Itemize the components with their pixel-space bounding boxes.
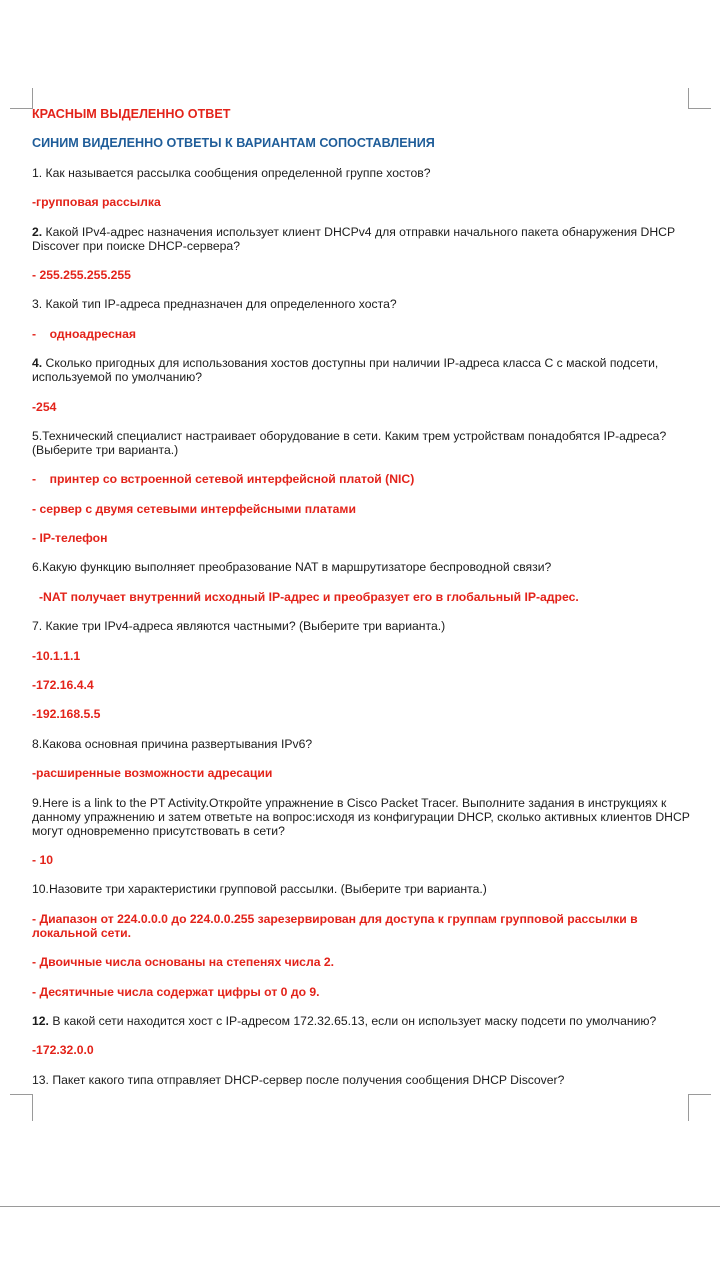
answer-text: -10.1.1.1: [32, 648, 81, 663]
question-line: [32, 429, 692, 457]
answer-text: -NAT получает внутренний исходный IP-адрес и преобразует его в глобальный IP-адрес.: [39, 589, 579, 604]
answer-line: [32, 912, 692, 940]
answer-text: - Десятичные числа содержат цифры от 0 до 9.: [32, 984, 320, 999]
crop-mark-top-right: [688, 88, 711, 109]
question-text: Сколько пригодных для использования хостов доступны при наличии IP-адреса класса С с маской подсети, используемой по умолчанию?: [32, 356, 662, 385]
legend-blue-note: СИНИМ ВИДЕЛЕННО ОТВЕТЫ К ВАРИАНТАМ СОПОСТАВЛЕНИЯ: [32, 136, 435, 151]
answer-line: [32, 268, 692, 282]
question-text: 10.Назовите три характеристики групповой рассылки. (Выберите три варианта.): [32, 882, 487, 897]
answer-line: [32, 649, 692, 663]
answer-text: - 10: [32, 852, 54, 867]
answer-line: [32, 1043, 692, 1057]
answer-text: - IP-телефон: [32, 531, 108, 546]
answer-text: - принтер со встроенной сетевой интерфейсной платой (NIC): [32, 472, 415, 487]
question-number: 4.: [32, 356, 43, 371]
answer-line: [32, 985, 692, 999]
crop-mark-bottom-left: [10, 1094, 33, 1121]
question-text: 6.Какую функцию выполняет преобразование NAT в маршрутизаторе беспроводной связи?: [32, 560, 552, 575]
question-text: 1. Как называется рассылка сообщения определенной группе хостов?: [32, 165, 431, 180]
answer-text: - одноадресная: [32, 326, 137, 341]
answer-text: -172.16.4.4: [32, 678, 94, 693]
legend-red-note: КРАСНЫМ ВЫДЕЛЕННО ОТВЕТ: [32, 107, 231, 121]
answer-text: -254: [32, 399, 57, 414]
answer-text: - 255.255.255.255: [32, 267, 131, 282]
question-line: [32, 882, 692, 896]
question-text: 8.Какова основная причина развертывания IPv6?: [32, 736, 313, 751]
qa-list: [32, 166, 692, 1087]
answer-line: [32, 531, 692, 545]
answer-line: [32, 678, 692, 692]
question-line: [32, 166, 692, 180]
answer-line: [32, 955, 692, 969]
answer-line: [32, 707, 692, 721]
question-line: [32, 737, 692, 751]
viewer-background: [0, 1207, 720, 1280]
question-line: [32, 1073, 692, 1087]
question-text: 13. Пакет какого типа отправляет DHCP-сервер после получения сообщения DHCP Discover?: [32, 1072, 565, 1087]
answer-line: [32, 502, 692, 516]
document-body: [32, 107, 692, 1102]
question-number: 2.: [32, 224, 43, 239]
question-line: [32, 225, 692, 253]
question-text: В какой сети находится хост с IP-адресом 172.32.65.13, если он использует маску подсети по умолчанию?: [48, 1013, 657, 1028]
answer-text: - Диапазон от 224.0.0.0 до 224.0.0.255 зарезервирован для доступа к группам групповой рассылки в локальной сети.: [32, 911, 642, 940]
question-line: [32, 796, 692, 838]
question-line: [32, 1014, 692, 1028]
question-text: 5.Технический специалист настраивает оборудование в сети. Каким трем устройствам понадобятся IP-адреса? (Выберите три варианта.): [32, 428, 670, 457]
question-line: [32, 297, 692, 311]
answer-line: [32, 590, 692, 604]
answer-line: [32, 327, 692, 341]
question-line: [32, 619, 692, 633]
answer-text: -расширенные возможности адресации: [32, 766, 273, 781]
answer-line: [32, 195, 692, 209]
question-text: Какой IPv4-адрес назначения использует клиент DHCPv4 для отправки начального пакета обнаружения DHCP Discover при поиске DHCP-сервера?: [32, 224, 679, 253]
answer-line: [32, 853, 692, 867]
question-text: 9.Here is a link to the PT Activity.Откройте упражнение в Cisco Packet Tracer. Выполните задания в инструкциях к данному упражнению и затем ответьте на вопрос:исходя из конфигурации DHCP, сколько активных клиентов DHCP могут одновременно присутствовать в сети?: [32, 795, 694, 838]
question-line: [32, 356, 692, 384]
question-line: [32, 560, 692, 574]
question-number: 12.: [32, 1013, 49, 1028]
answer-text: - сервер с двумя сетевыми интерфейсными платами: [32, 501, 356, 516]
question-text: 7. Какие три IPv4-адреса являются частными? (Выберите три варианта.): [32, 619, 446, 634]
question-text: 3. Какой тип IP-адреса предназначен для определенного хоста?: [32, 297, 397, 312]
answer-text: -групповая рассылка: [32, 195, 161, 210]
answer-text: - Двоичные числа основаны на степенях числа 2.: [32, 955, 335, 970]
answer-text: -192.168.5.5: [32, 707, 101, 722]
crop-mark-top-left: [10, 88, 33, 109]
answer-line: [32, 400, 692, 414]
answer-text: -172.32.0.0: [32, 1043, 94, 1058]
answer-line: [32, 472, 692, 486]
answer-line: [32, 766, 692, 780]
